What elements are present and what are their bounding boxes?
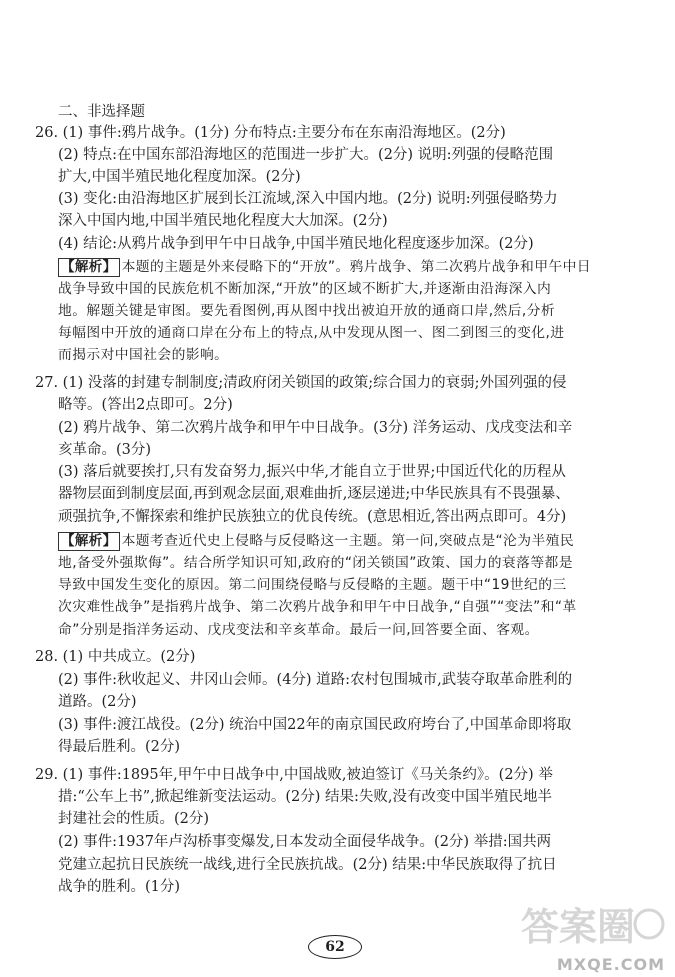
q26-analysis-line: 而揭示对中国社会的影响。 bbox=[58, 347, 229, 363]
q27-analysis-line: 次灾难性战争”是指鸦片战争、第二次鸦片战争和甲午中日战争,“自强”“变法”和“革 bbox=[58, 599, 577, 615]
q29-part1-cont: 封建社会的性质。(2分) bbox=[58, 811, 210, 827]
q26-part4: (4) 结论:从鸦片战争到甲午中日战争,中国半殖民地化程度逐步加深。(2分) bbox=[58, 236, 534, 252]
q28-part2: (2) 事件:秋收起义、井冈山会师。(4分) 道路:农村包围城市,武装夺取革命胜利的 bbox=[58, 672, 573, 688]
q26-part1: 26. (1) 事件:鸦片战争。(1分) 分布特点:主要分布在东南沿海地区。(2分) bbox=[35, 125, 506, 141]
q26-analysis-line: 战争导致中国的民族危机不断加深,“开放”的区域不断扩大,并逐渐由沿海深入内 bbox=[58, 281, 552, 297]
section-title: 二、非选择题 bbox=[58, 104, 145, 120]
q26-analysis-line: 每幅图中开放的通商口岸在分布上的特点,从中发现从图一、图二到图三的变化,进 bbox=[58, 325, 565, 341]
q27-part2-cont: 亥革命。(3分) bbox=[58, 442, 152, 458]
q27-analysis-line: 【解析】 本题考查近代史上侵略与反侵略这一主题。第一问,突破点是“沦为半殖民 bbox=[58, 531, 574, 551]
q26-part2: (2) 特点:在中国东部沿海地区的范围进一步扩大。(2分) 说明:列强的侵略范围 bbox=[58, 147, 554, 163]
q27-analysis-line: 地,备受外强欺侮”。结合所学知识可知,政府的“闭关锁国”政策、国力的衰落等都是 bbox=[58, 555, 573, 571]
q27-analysis-line: 命”分别是指洋务运动、戊戌变法和辛亥革命。最后一问,回答要全面、客观。 bbox=[58, 622, 539, 638]
analysis-label: 【解析】 bbox=[58, 532, 120, 551]
q28-part3-cont: 得最后胜利。(2分) bbox=[58, 739, 181, 755]
q26-part2-cont: 扩大,中国半殖民地化程度加深。(2分) bbox=[58, 169, 301, 185]
analysis-label: 【解析】 bbox=[58, 258, 120, 277]
q28-part2-cont: 道路。(2分) bbox=[58, 694, 137, 710]
q26-analysis-line: 地。解题关键是审图。要先看图例,再从图中找出被迫开放的通商口岸,然后,分析 bbox=[58, 303, 556, 319]
q29-part2-cont: 战争的胜利。(1分) bbox=[58, 879, 181, 895]
q27-part1: 27. (1) 没落的封建专制制度;清政府闭关锁国的政策;综合国力的衰弱;外国列强的侵 bbox=[35, 375, 567, 391]
q26-analysis-line: 【解析】 本题的主题是外来侵略下的“开放”。鸦片战争、第二次鸦片战争和甲午中日 bbox=[58, 257, 591, 277]
q28-part1: 28. (1) 中共成立。(2分) bbox=[35, 649, 196, 665]
q26-part3: (3) 变化:由沿海地区扩展到长江流域,深入中国内地。(2分) 说明:列强侵略势力 bbox=[58, 191, 558, 207]
q29-part1-cont: 措:“公车上书”,掀起维新变法运动。(2分) 结果:失败,没有改变中国半殖民地半 bbox=[58, 789, 552, 805]
q28-part3: (3) 事件:渡江战役。(2分) 统治中国22年的南京国民政府垮台了,中国革命即将取 bbox=[58, 717, 572, 733]
q27-part3-cont: 器物层面到制度层面,再到观念层面,艰难曲折,逐层递进;中华民族具有不畏强暴、 bbox=[58, 486, 570, 502]
q29-part1: 29. (1) 事件:1895年,甲午中日战争中,中国战败,被迫签订《马关条约》。(2分) 举 bbox=[35, 767, 553, 783]
watermark-url: MXQE.COM bbox=[556, 955, 665, 974]
q29-part2-cont: 党建立起抗日民族统一战线,进行全民族抗战。(2分) 结果:中华民族取得了抗日 bbox=[58, 857, 557, 873]
q27-part3-cont: 顽强抗争,不懈探索和维护民族独立的优良传统。(意思相近,答出两点即可。4分) bbox=[58, 509, 567, 525]
q26-part3-cont: 深入中国内地,中国半殖民地化程度大大加深。(2分) bbox=[58, 213, 388, 229]
q27-analysis-line: 导致中国发生变化的原因。第二问围绕侵略与反侵略的主题。题干中“19世纪的三 bbox=[58, 577, 567, 593]
q27-part2: (2) 鸦片战争、第二次鸦片战争和甲午中日战争。(3分) 洋务运动、戊戌变法和辛 bbox=[58, 420, 573, 436]
q27-part1-cont: 略等。(答出2点即可。2分) bbox=[58, 397, 233, 413]
q27-part3: (3) 落后就要挨打,只有发奋努力,振兴中华,才能自立于世界;中国近代化的历程从 bbox=[58, 464, 566, 480]
svg-text:答案圈: 答案圈 bbox=[521, 905, 636, 949]
page-number: 62 bbox=[308, 935, 362, 959]
q29-part2: (2) 事件:1937年卢沟桥事变爆发,日本发动全面侵华战争。(2分) 举措:国共两 bbox=[58, 834, 552, 850]
